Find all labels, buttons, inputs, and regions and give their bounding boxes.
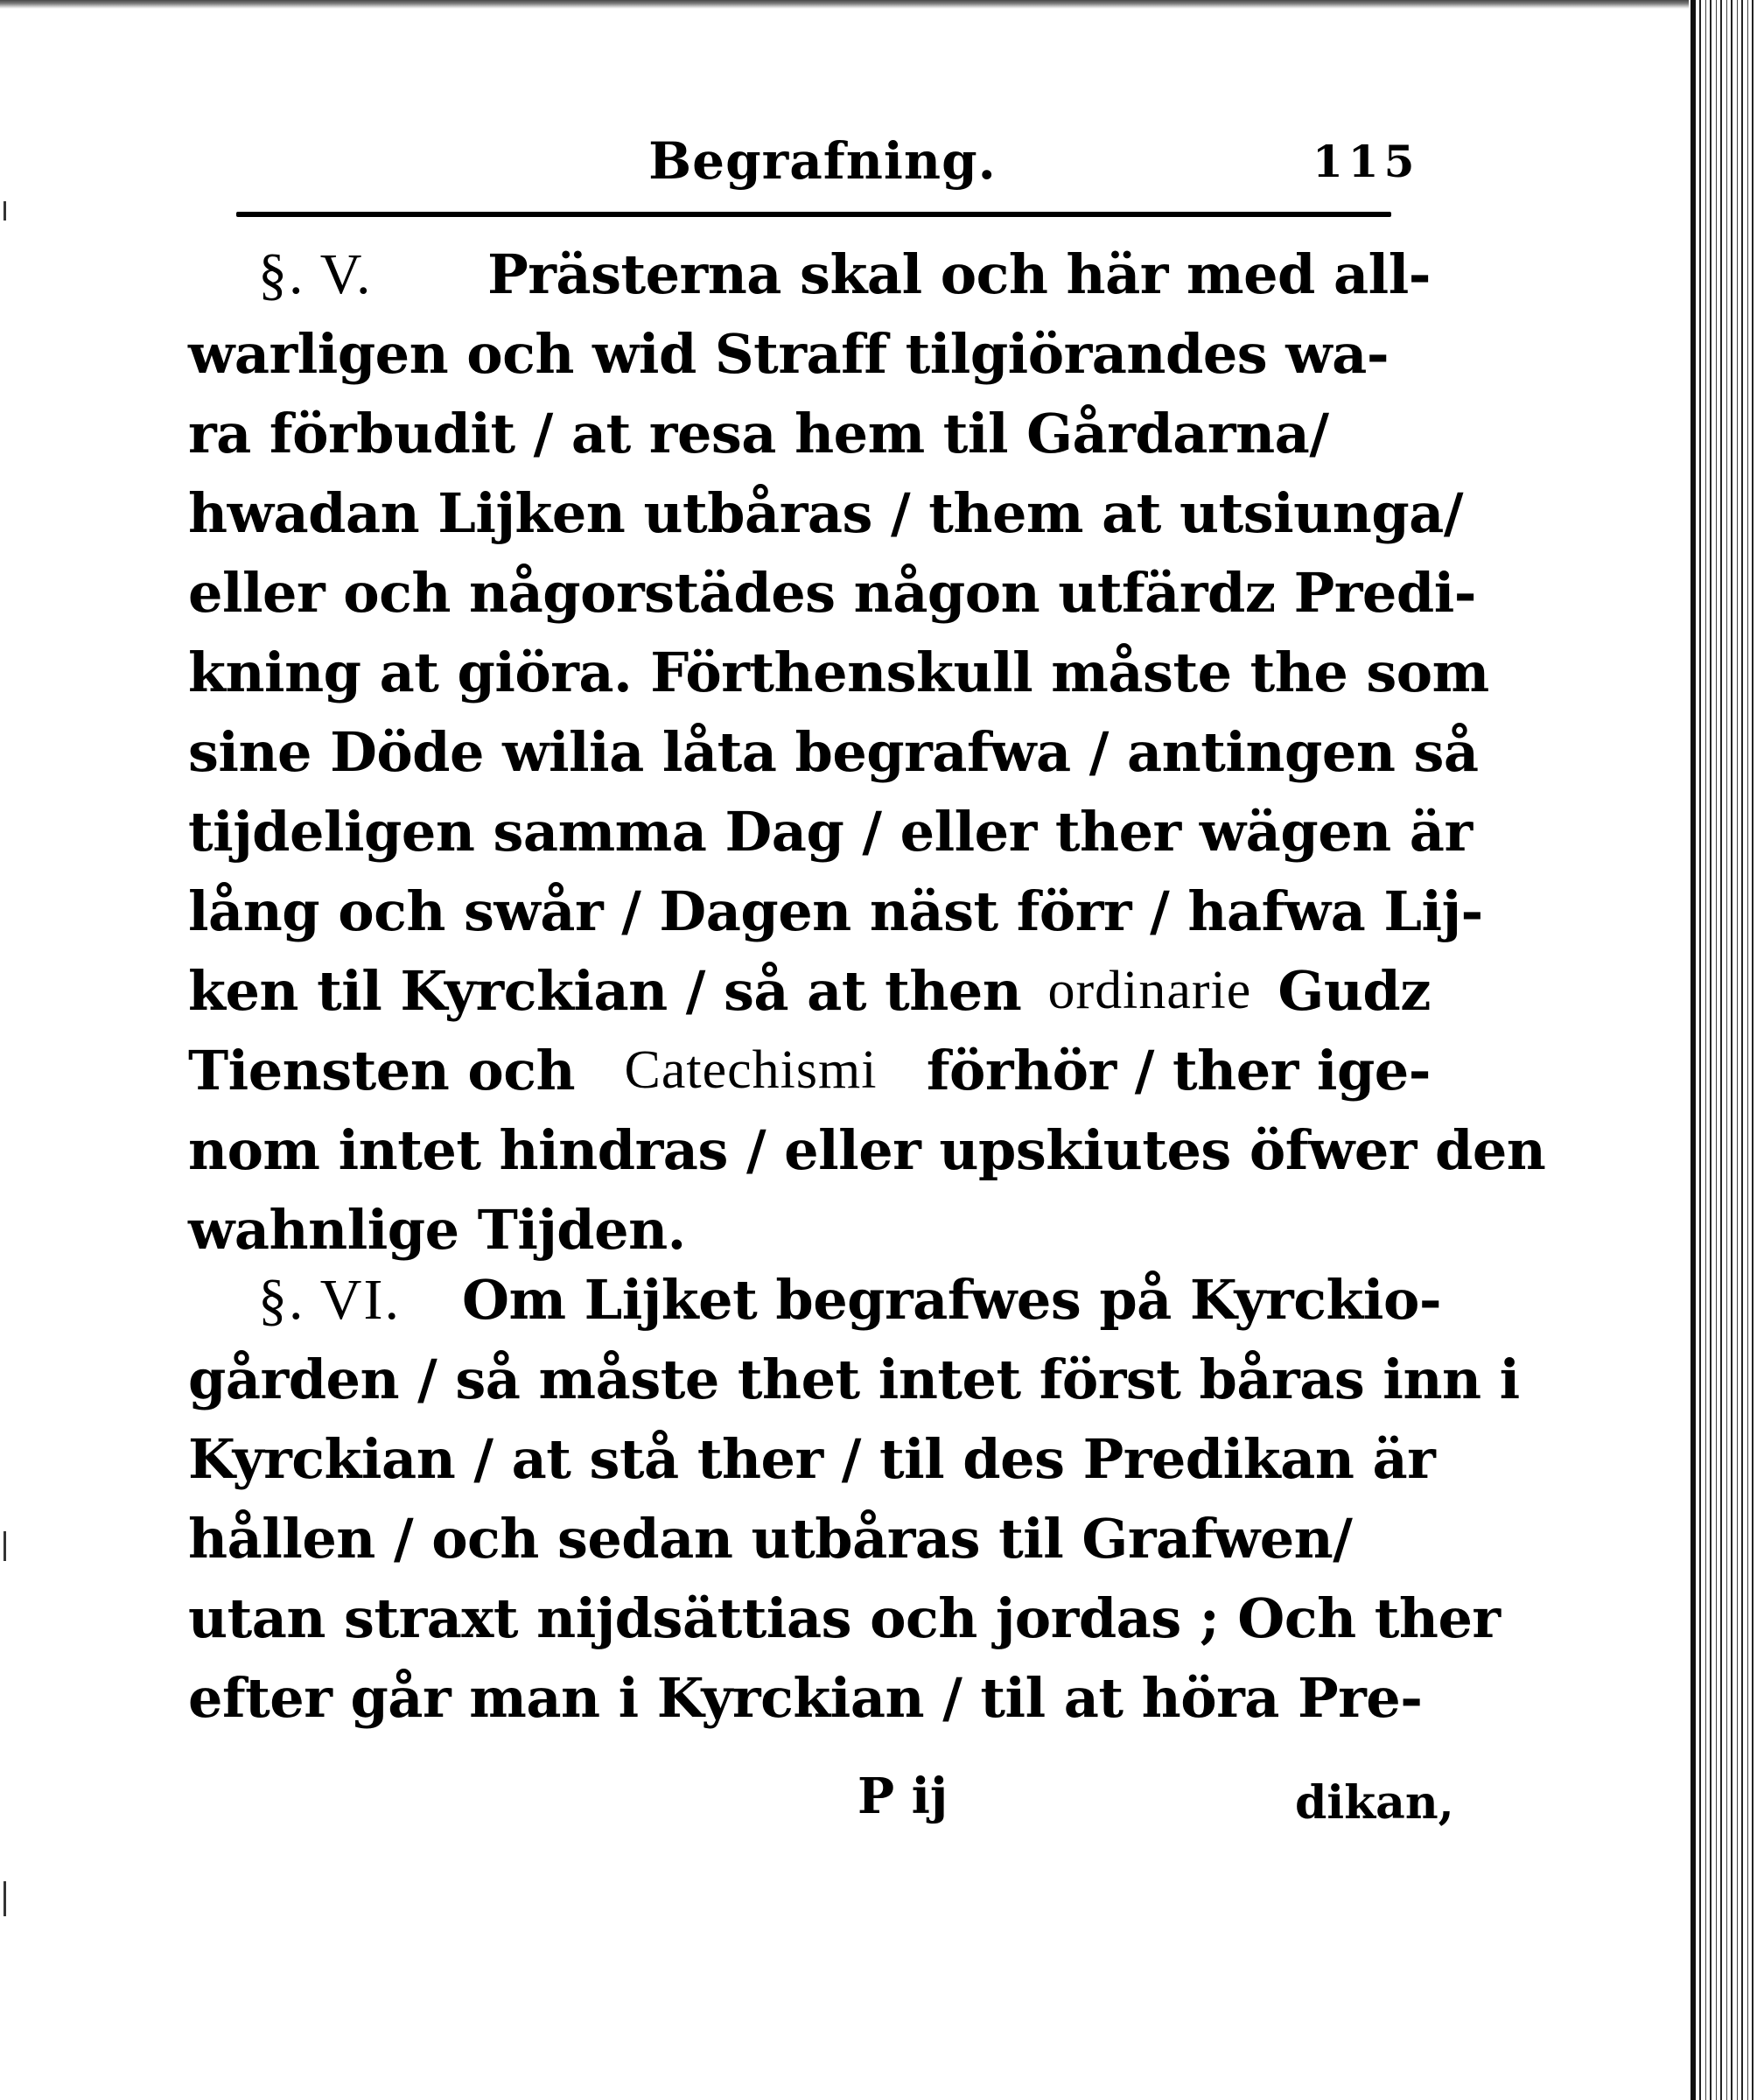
text-line [188, 712, 1479, 792]
text-line-content: kning at giöra. Förthenskull måste the som [188, 640, 1489, 704]
text-line-content: Gudz [1278, 959, 1431, 1023]
text-line-content: wahnlige Tijden. [188, 1198, 686, 1262]
text-line-content: hwadan Lijken utbåras / them at utsiunga/ [188, 481, 1463, 545]
text-line-content: Om Lijket begrafwes på Kyrckio- [461, 1268, 1442, 1332]
page-number: 115 [1312, 136, 1420, 187]
text-line-content: Kyrckian / at stå ther / til des Predikan är [188, 1427, 1436, 1491]
latin-word: ordinarie [1047, 961, 1252, 1020]
text-line [188, 1110, 1546, 1190]
text-line [188, 1419, 1436, 1499]
text-line [188, 1499, 1431, 1578]
text-line-content: utan straxt nijdsättias och jordas ; Och ther [188, 1586, 1501, 1650]
text-line-content: nom intet hindras / eller upskiutes öfwer den [188, 1118, 1546, 1182]
text-line-content: warligen och wid Straff tilgiörandes wa- [188, 322, 1390, 386]
text-line [188, 1031, 1431, 1110]
text-line-content: gården / så måste thet intet först båras inn i [188, 1348, 1520, 1411]
text-line [188, 473, 1463, 553]
section-mark: §. VI. [258, 1268, 401, 1332]
text-line-content: Prästerna skal och här med all- [487, 242, 1431, 306]
text-line [188, 394, 1431, 473]
text-line-content: lång och swår / Dagen näst förr / hafwa Lij- [188, 879, 1483, 943]
text-line [188, 951, 1431, 1031]
catchword: dikan, [1295, 1776, 1454, 1830]
text-line [188, 314, 1431, 394]
paragraph-section-v [188, 234, 1546, 1270]
text-line [188, 872, 1483, 951]
text-line-content: efter går man i Kyrckian / til at höra Pre- [188, 1666, 1423, 1730]
text-line [188, 1260, 1442, 1340]
signature-mark: P ij [858, 1768, 948, 1825]
text-line [188, 1340, 1520, 1419]
text-line-content: ra förbudit / at resa hem til Gårdarna/ [188, 402, 1329, 466]
latin-word: Catechismi [624, 1040, 878, 1100]
scan-top-edge [0, 0, 1689, 9]
text-line-content: sine Döde wilia låta begrafwa / antingen så [188, 720, 1479, 784]
text-line-content: ken til Kyrckian / så at then [188, 959, 1022, 1023]
text-line-content: eller och någorstädes någon utfärdz Predi- [188, 561, 1476, 625]
paragraph-section-vi [188, 1260, 1520, 1738]
text-line [188, 553, 1476, 633]
text-line [188, 792, 1473, 872]
text-line-content: förhör / ther ige- [926, 1039, 1431, 1102]
text-line-content: hållen / och sedan utbåras til Grafwen/ [188, 1507, 1353, 1571]
book-spine-edges [1696, 0, 1757, 2100]
text-line [188, 1578, 1501, 1658]
text-line [188, 234, 1431, 314]
header-rule [236, 212, 1391, 217]
text-line-content: tijdeligen samma Dag / eller ther wägen är [188, 800, 1473, 864]
running-head: Begrafning. [648, 131, 997, 191]
margin-speck [4, 1531, 6, 1561]
margin-speck [4, 201, 6, 220]
margin-speck [4, 1881, 6, 1916]
section-mark: §. V. [258, 242, 373, 306]
text-line [188, 1190, 1431, 1270]
text-line [188, 633, 1489, 712]
text-line [188, 1658, 1431, 1738]
text-line-content: Tiensten och [188, 1039, 576, 1102]
